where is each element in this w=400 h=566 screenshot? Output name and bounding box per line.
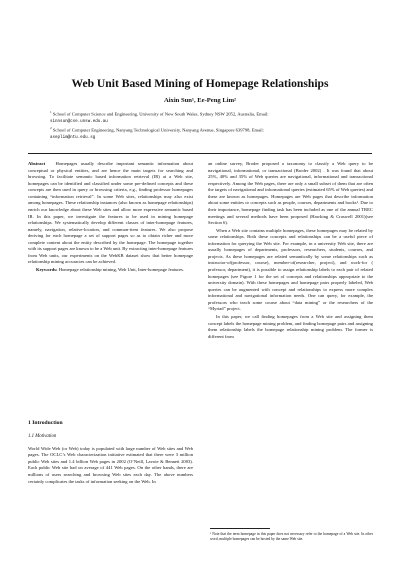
affiliation-2 <box>50 126 370 141</box>
introduction-section <box>28 420 193 485</box>
abstract-text: Homepages usually describe important semantic information about conceptual or physical entities, and are hence the main targets for searching and browsing. To facilitate semantic based information retrieval (IR) at a Web site, homepages can be identified and classified under some pre-defined concepts and these concepts are then used in query or browsing criteria, e.g., finding professor homepages containing “information retrieval”. In some Web sites, relationships may also exist among homepages. These relationship instances (also known as homepage relationships) enrich our knowledge about these Web sites and allow more expressive semantic based IR. In this paper, we investigate the features to be used in mining homepage relationships. We systematically develop different classes of inter-homepage features, namely, navigation, relative-location, and common-item features. We also propose deriving for each homepage a set of support pages so as to obtain richer and more complete content about the entity described by the homepage. The homepage together with its support pages are known to be a Web unit. By extracting inter-homepage features from Web units, our experiments on the WebKB dataset show that better homepage relationship mining accuracies can be achieved. <box>28 161 193 265</box>
affiliation-mark: 1 <box>50 110 52 114</box>
body-paragraph: an online survey, Broder proposed a taxonomy to classify a Web query to be navigational, informational, or transactional (Broder 2002) . It was found that about 25%, 40% and 35% of Web queries are navigational, informational and transactional respectively. Among the Web pages, there are only a small subset of them that are often the targets of navigational and informational queries (estimated 65% of Web queries) and these are known as homepages. Homepages are Web pages that describe information about some entities or concepts such as people, courses, departments and books¹. Due to their importance, homepage finding task has been included as one of the annual TREC meetings and several methods have been proposed (Hawking & Craswell 2001)(see Section 6). <box>208 161 373 226</box>
author-list: Aixin Sun¹, Ee-Peng Lim² <box>163 97 237 104</box>
keywords-text: Homepage relationship mining, Web Unit, Inter-homepage features. <box>58 267 184 272</box>
subsection-heading: 1.1 Motivation <box>28 433 57 439</box>
section-heading: 1 Introduction <box>28 420 63 426</box>
affiliation-email[interactable]: aseplim@ntu.edu.sg <box>50 136 96 141</box>
header-divider <box>28 153 372 154</box>
keywords-label: Keywords: <box>36 267 58 272</box>
affiliation-mark: 2 <box>50 126 52 131</box>
affiliations <box>50 110 370 143</box>
abstract <box>28 161 193 266</box>
affiliation-1 <box>50 110 370 125</box>
affiliation-text: School of Computer Science and Engineering, University of New South Wales, Sydney NSW 2052, Australia, Email: <box>52 111 269 117</box>
body-paragraph: In this paper, we call finding homepages from a Web site and assigning them concept labels the homepage mining problem, and finding homepage pairs and assigning them relationship labels the homepage relationship mining problem. The former is different from <box>208 313 373 339</box>
body-paragraph: When a Web site contains multiple homepages, these homepages may be related by some relationships. Both these concepts and relationships can be a useful piece of information for querying the Web site. For example, in a university Web site, there are usually homepages of departments, professors, researchers, students, courses, and projects. As these homepages are related semantically by some relationships such as instructor-of(professor, course), member-of(researcher, project), and work-for ( professor, department), it is possible to assign relationship labels to each pair of related homepages (see Figure 1 for the set of concepts and relationships appropriate to the university domain). With these homepages and homepage pairs properly labeled, Web queries can be augmented with concept and relationships to express more complex informational and navigational information needs. One can query, for example, the professors who teach some course about “data mining” or the researchers of the “Myriad” project. <box>208 227 373 312</box>
left-column <box>28 161 193 274</box>
right-column <box>208 161 373 340</box>
paper-title: Web Unit Based Mining of Homepage Relationships <box>71 77 329 90</box>
affiliation-email[interactable]: sinnsun@cse.unsw.edu.au <box>50 120 108 125</box>
affiliation-text: School of Computer Engineering, Nanyang Technological University, Nanyang Avenue, Singapore 639798, Email: <box>52 127 264 133</box>
abstract-label: Abstract <box>28 161 46 166</box>
intro-paragraph: World Wide Web (or Web) today is populated with large number of Web sites and Web pages. The OCLC’s Web characterization initiative estimated that there were 3 million public Web sites and 1.4 billion Web pages in 2002 (O’Neill, Lavoie & Bennett 2003). Each public Web site had on average of 441 Web pages. On the other hands, there are millions of users searching and browsing Web sites each day. The above numbers certainly complicates the tasks of information seeking on the Web. In <box>28 445 193 484</box>
keywords <box>28 267 193 274</box>
footnote-divider <box>210 528 270 529</box>
footnote: ¹ Note that the term homepage in this paper does not necessary refer to the homepage of a Web site. In other word, multiple homepages can be hosted by the same Web site. <box>210 532 373 541</box>
